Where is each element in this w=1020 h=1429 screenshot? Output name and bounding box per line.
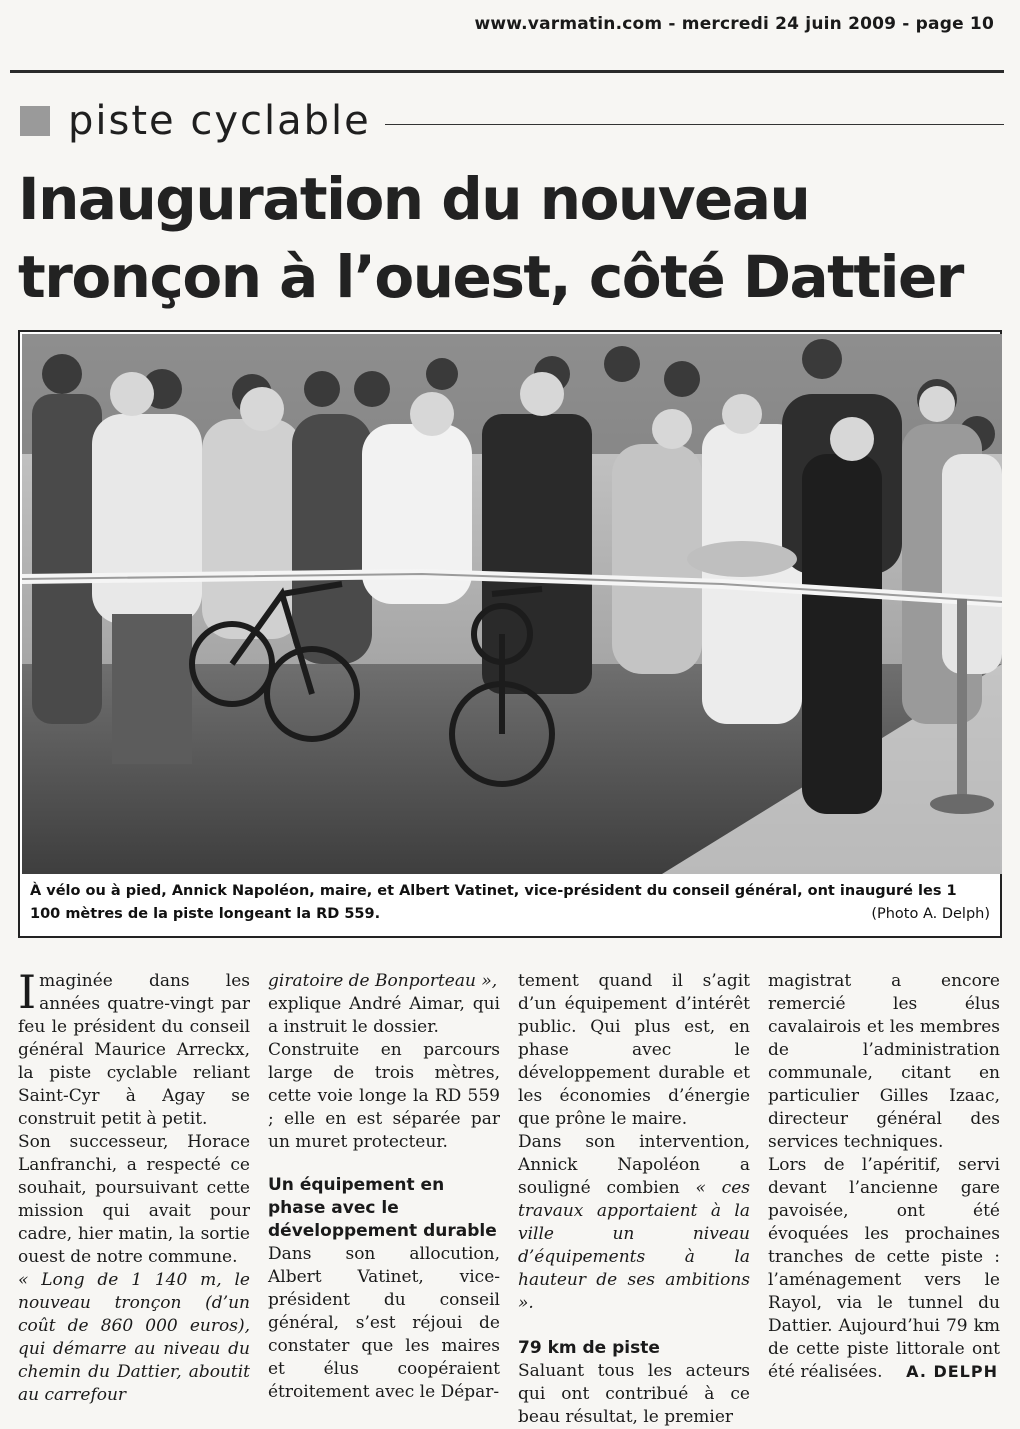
article-column-3 [518, 970, 750, 1429]
photo-credit: (Photo A. Delph) [871, 906, 990, 922]
photo-ribbon-cutting [22, 334, 1002, 874]
rubric-rule [385, 124, 1004, 125]
headline-line-2: tronçon à l’ouest, côté Dattier [18, 243, 963, 311]
subheading: Un équipement en phase avec le développement durable [268, 1175, 497, 1241]
photo-caption [30, 880, 990, 926]
paragraph: tement quand il s’agit d’un équipement d’intérêt public. Qui plus est, en phase avec le développement durable et les économies d’énergie que prône le maire. [518, 971, 750, 1129]
quote-text: « ces travaux apportaient à la ville un niveau d’équipements à la hauteur de ses ambitions ». [518, 1178, 750, 1313]
paragraph: magistrat a encore remercié les élus cavalairois et les membres de l’administration communale, citant en particulier Gilles Izaac, directeur général des services techniques. [768, 971, 1000, 1152]
rubric [20, 96, 1004, 146]
paragraph [518, 1131, 750, 1315]
dropcap: I [18, 965, 37, 1019]
paragraph-text: maginée dans les années quatre-vingt par feu le président du conseil général Maurice Arreckx, la piste cyclable reliant Saint-Cyr à Agay se construit petit à petit. [18, 971, 250, 1129]
quote-paragraph: « Long de 1 140 m, le nouveau tronçon (d’un coût de 860 000 euros), qui démarre au niveau du chemin du Dattier, aboutit au carrefour [18, 1270, 250, 1405]
rubric-square-icon [20, 106, 50, 136]
paragraph-text: Dans son intervention, Annick Napoléon a souligné combien [518, 1132, 750, 1198]
photo-frame [18, 330, 1002, 938]
article-column-2 [268, 970, 500, 1404]
headline-line-1: Inauguration du nouveau [18, 165, 810, 233]
quote-paragraph: giratoire de Bonporteau », [268, 971, 498, 991]
author-signature: A. DELPH [906, 1362, 998, 1381]
photo-caption-text: À vélo ou à pied, Annick Napoléon, maire, et Albert Vatinet, vice-président du conseil général, ont inauguré les 1 100 mètres de la piste longeant la RD 559. [30, 883, 957, 922]
paragraph: Saluant tous les acteurs qui ont contribué à ce beau résultat, le premier [518, 1361, 750, 1427]
paragraph: Dans son allocution, Albert Vatinet, vice-président du conseil général, s’est réjoui de constater que les maires et élus coopéraient étroitement avec le Dépar- [268, 1244, 500, 1402]
paragraph: Lors de l’apéritif, servi devant l’ancienne gare pavoisée, ont été évoquées les prochaines tranches de cette piste : l’aménagement vers le Rayol, via le tunnel du Dattier. Aujourd’hui 79 km de cette piste littorale ont été réalisées. [768, 1155, 1000, 1382]
headline [18, 160, 1018, 316]
paragraph: explique André Aimar, qui a instruit le dossier. [268, 994, 500, 1037]
paragraph: Son successeur, Horace Lanfranchi, a respecté ce souhait, poursuivant cette mission qui avait pour cadre, hier matin, la sortie ouest de notre commune. [18, 1132, 250, 1267]
page-header: www.varmatin.com - mercredi 24 juin 2009 - page 10 [474, 14, 994, 34]
top-rule [10, 70, 1004, 73]
subheading: 79 km de piste [518, 1338, 660, 1358]
paragraph: Construite en parcours large de trois mètres, cette voie longe la RD 559 ; elle en est séparée par un muret protecteur. [268, 1040, 500, 1152]
paragraph [18, 965, 250, 1131]
rubric-label: piste cyclable [68, 98, 371, 144]
article-column-1 [18, 965, 250, 1407]
article-column-4 [768, 970, 1000, 1384]
